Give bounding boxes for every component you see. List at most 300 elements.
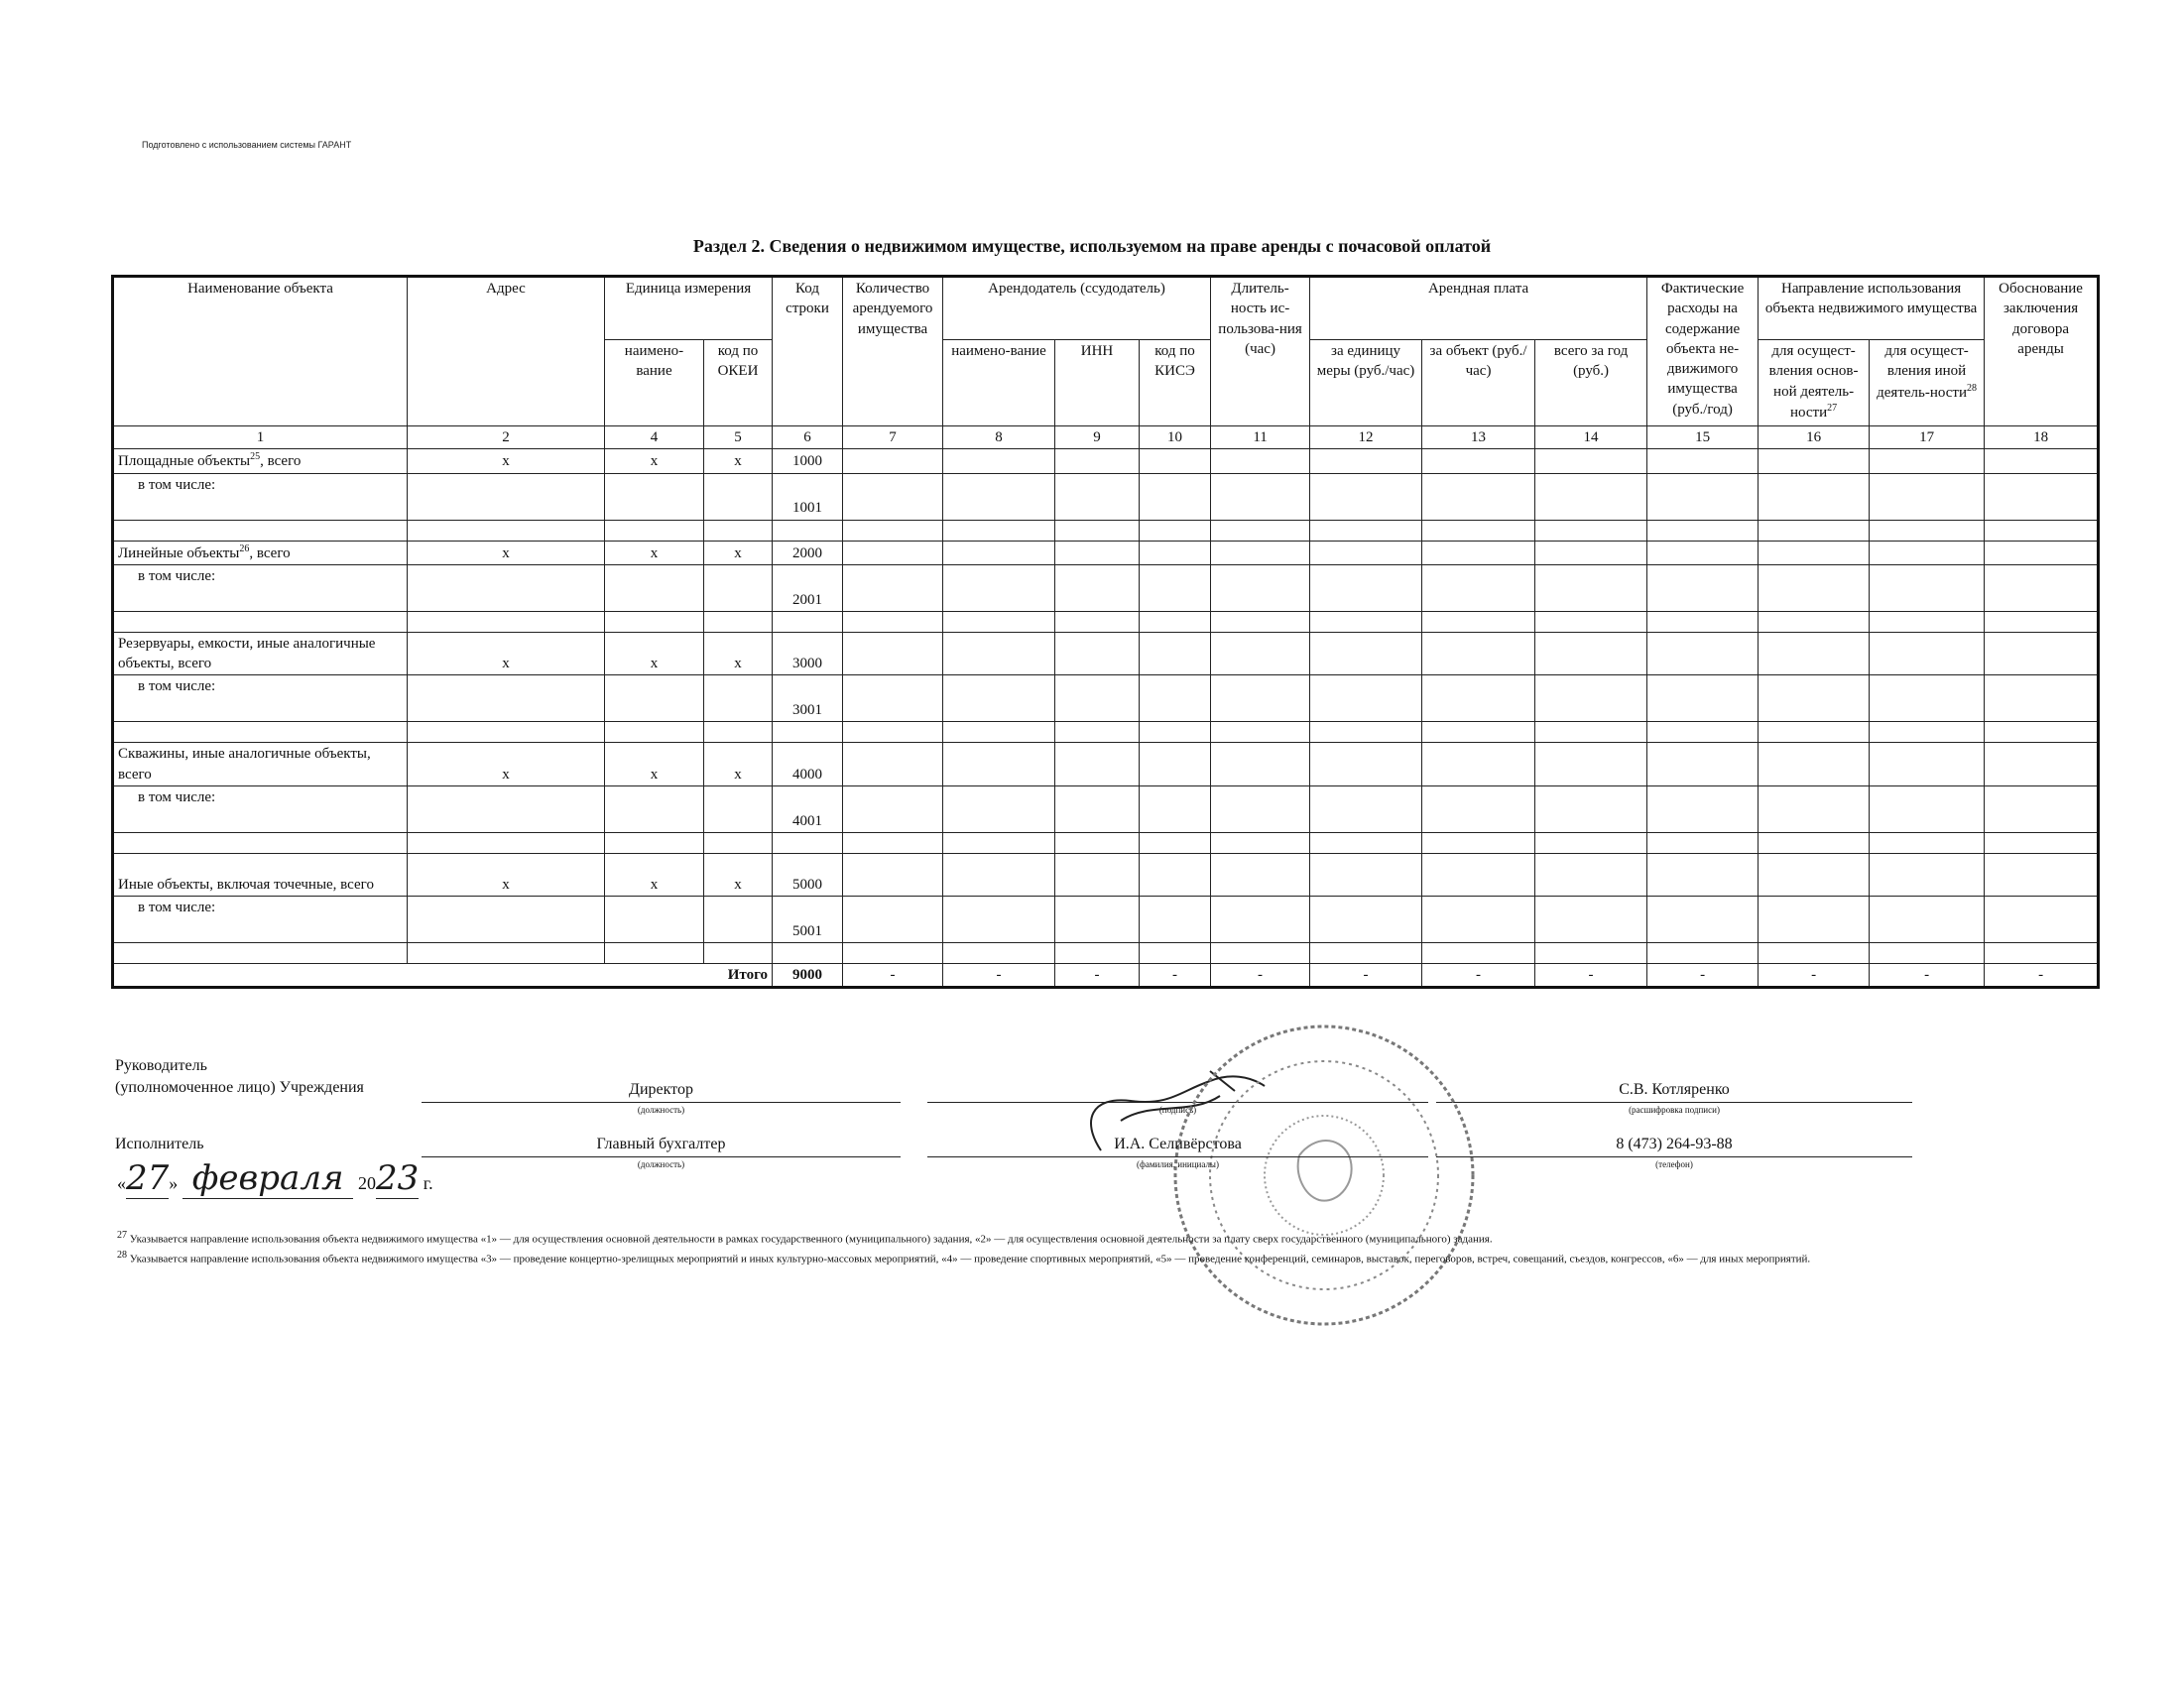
x-mark: x: [408, 541, 605, 564]
empty-cell: [605, 611, 704, 632]
hdr-unit-name: наимено-вание: [605, 340, 704, 426]
hdr-dir-main: для осущест-вления основ-ной деятель-ности$^{27}$: [1759, 340, 1870, 426]
empty-cell: [1985, 896, 2099, 942]
table-row: [113, 520, 2099, 541]
empty-cell: [1535, 785, 1647, 832]
exec-name: И.А. Селивёрстова: [1114, 1136, 1242, 1152]
empty-cell: [943, 520, 1055, 541]
empty-cell: [1055, 942, 1140, 963]
empty-cell: [1310, 675, 1422, 722]
table-row: [113, 942, 2099, 963]
empty-cell: [1985, 473, 2099, 520]
empty-cell: [1535, 541, 1647, 564]
empty-cell: [1422, 675, 1535, 722]
sub-line-code: 1001: [773, 473, 843, 520]
empty-cell: [1422, 942, 1535, 963]
empty-cell: [1422, 520, 1535, 541]
empty-cell: [605, 942, 704, 963]
empty-cell: [1870, 853, 1985, 896]
empty-cell: [1422, 541, 1535, 564]
sub-label: в том числе:: [113, 675, 408, 722]
empty-cell: [1211, 541, 1310, 564]
empty-cell: [1055, 564, 1140, 611]
object-name: Площадные объекты$^{25}$, всего: [113, 449, 408, 473]
x-mark: x: [605, 632, 704, 675]
total-dash: -: [1535, 963, 1647, 987]
empty-cell: [1422, 853, 1535, 896]
object-name: Скважины, иные аналогичные объекты, всего: [113, 743, 408, 786]
empty-cell: [408, 896, 605, 942]
empty-cell: [1211, 942, 1310, 963]
empty-cell: [1647, 632, 1759, 675]
sub-line-code: 2001: [773, 564, 843, 611]
hdr-rent-year: всего за год (руб.): [1535, 340, 1647, 426]
executor-label: Исполнитель: [115, 1136, 204, 1152]
empty-cell: [1535, 743, 1647, 786]
empty-cell: [1535, 675, 1647, 722]
empty-cell: [1310, 896, 1422, 942]
signature-caption: (подпись): [1158, 1105, 1197, 1115]
empty-cell: [773, 832, 843, 853]
hdr-lessor-name: наимено-вание: [943, 340, 1055, 426]
empty-cell: [1055, 853, 1140, 896]
col-number: 2: [408, 426, 605, 449]
empty-cell: [1211, 564, 1310, 611]
empty-cell: [1310, 942, 1422, 963]
total-label: Итого: [113, 963, 773, 987]
x-mark: x: [408, 449, 605, 473]
empty-cell: [1647, 541, 1759, 564]
empty-cell: [1759, 832, 1870, 853]
empty-cell: [1870, 473, 1985, 520]
seal-stamp: [1155, 1007, 1493, 1344]
hdr-lessor: Арендодатель (ссудодатель): [943, 277, 1211, 340]
total-dash: -: [943, 963, 1055, 987]
empty-cell: [1055, 449, 1140, 473]
empty-cell: [1310, 743, 1422, 786]
head-label-2: (уполномоченное лицо) Учреждения: [115, 1079, 364, 1096]
empty-cell: [843, 942, 943, 963]
empty-cell: [113, 520, 408, 541]
empty-cell: [1985, 785, 2099, 832]
hdr-direction: Направление использования объекта недвижимого имущества: [1759, 277, 1985, 340]
empty-cell: [1055, 832, 1140, 853]
empty-cell: [843, 611, 943, 632]
empty-cell: [943, 942, 1055, 963]
empty-cell: [943, 632, 1055, 675]
empty-cell: [843, 896, 943, 942]
empty-cell: [1985, 564, 2099, 611]
x-mark: x: [704, 541, 773, 564]
col-number: 18: [1985, 426, 2099, 449]
empty-cell: [943, 896, 1055, 942]
empty-cell: [1759, 473, 1870, 520]
empty-cell: [1310, 785, 1422, 832]
line-code: 3000: [773, 632, 843, 675]
empty-cell: [773, 942, 843, 963]
empty-cell: [843, 473, 943, 520]
empty-cell: [605, 520, 704, 541]
empty-cell: [605, 564, 704, 611]
date-line: «27» февраля 2023 г.: [117, 1158, 433, 1198]
empty-cell: [704, 942, 773, 963]
empty-cell: [1211, 611, 1310, 632]
empty-cell: [1870, 564, 1985, 611]
total-dash: -: [1870, 963, 1985, 987]
head-position: Директор: [629, 1081, 693, 1098]
empty-cell: [1759, 541, 1870, 564]
empty-cell: [1140, 611, 1211, 632]
empty-cell: [1647, 832, 1759, 853]
empty-cell: [1211, 832, 1310, 853]
object-name: Линейные объекты$^{26}$, всего: [113, 541, 408, 564]
empty-cell: [1985, 611, 2099, 632]
empty-cell: [1211, 449, 1310, 473]
empty-cell: [1535, 473, 1647, 520]
empty-cell: [1055, 785, 1140, 832]
empty-cell: [1870, 896, 1985, 942]
empty-cell: [1140, 722, 1211, 743]
empty-cell: [843, 449, 943, 473]
empty-cell: [704, 896, 773, 942]
table-row: [113, 853, 2099, 896]
line-code: 1000: [773, 449, 843, 473]
empty-cell: [1759, 611, 1870, 632]
footnote-27: 27 Указывается направление использования объекта недвижимого имущества «1» — для осуществления основной деятельности в рамках государственного (муниципального) задания, «2» — для осуществления основной деятельности за плату сверх государственного (муниципального) задания.: [117, 1230, 1493, 1246]
empty-cell: [1759, 675, 1870, 722]
hdr-expenses: Фактические расходы на содержание объекта не-движимого имущества (руб./год): [1647, 277, 1759, 426]
empty-cell: [113, 832, 408, 853]
phone-caption: (телефон): [1655, 1159, 1693, 1169]
empty-cell: [1985, 853, 2099, 896]
empty-cell: [843, 785, 943, 832]
hdr-kise: код по КИСЭ: [1140, 340, 1211, 426]
empty-cell: [408, 520, 605, 541]
empty-cell: [1422, 449, 1535, 473]
empty-cell: [1985, 675, 2099, 722]
x-mark: x: [408, 853, 605, 896]
empty-cell: [1870, 541, 1985, 564]
col-number: 10: [1140, 426, 1211, 449]
empty-cell: [1759, 449, 1870, 473]
total-row: [113, 963, 2099, 987]
empty-cell: [1870, 743, 1985, 786]
col-number: 4: [605, 426, 704, 449]
empty-cell: [1870, 785, 1985, 832]
total-dash: -: [1422, 963, 1535, 987]
table-row: [113, 785, 2099, 832]
empty-cell: [1055, 675, 1140, 722]
col-number: 17: [1870, 426, 1985, 449]
phone: 8 (473) 264-93-88: [1616, 1136, 1733, 1152]
empty-cell: [605, 722, 704, 743]
exec-position-line: [422, 1156, 901, 1157]
empty-cell: [704, 520, 773, 541]
date-year: 23: [375, 1158, 420, 1198]
empty-cell: [1870, 520, 1985, 541]
empty-cell: [1422, 564, 1535, 611]
empty-cell: [1759, 632, 1870, 675]
exec-name-caption: (фамилия, инициалы): [1137, 1159, 1219, 1169]
sub-line-code: 3001: [773, 675, 843, 722]
total-dash: -: [1647, 963, 1759, 987]
col-number: 7: [843, 426, 943, 449]
empty-cell: [1647, 675, 1759, 722]
empty-cell: [1140, 632, 1211, 675]
empty-cell: [704, 675, 773, 722]
x-mark: x: [605, 541, 704, 564]
date-day: 27: [126, 1158, 170, 1198]
table-row: [113, 541, 2099, 564]
empty-cell: [704, 785, 773, 832]
hdr-unit: Единица измерения: [605, 277, 773, 340]
empty-cell: [1422, 611, 1535, 632]
x-mark: x: [605, 743, 704, 786]
empty-cell: [1535, 449, 1647, 473]
empty-cell: [408, 942, 605, 963]
empty-cell: [943, 853, 1055, 896]
exec-name-line: [927, 1156, 1428, 1157]
empty-cell: [773, 722, 843, 743]
empty-cell: [1310, 541, 1422, 564]
empty-cell: [1211, 785, 1310, 832]
empty-cell: [1535, 611, 1647, 632]
col-number: 9: [1055, 426, 1140, 449]
empty-cell: [408, 675, 605, 722]
col-number: 14: [1535, 426, 1647, 449]
col-number: 1: [113, 426, 408, 449]
table-row: [113, 611, 2099, 632]
empty-cell: [1647, 743, 1759, 786]
hdr-rent-object: за объект (руб./час): [1422, 340, 1535, 426]
footnote-28: 28 Указывается направление использования объекта недвижимого имущества «3» — проведение концертно-зрелищных мероприятий и иных культурно-массовых мероприятий, «4» — проведение спортивных мероприятий, «5» — проведение конференций, семинаров, выставок, переговоров, встреч, совещаний, съездов, конгрессов, «6» — для иных мероприятий.: [117, 1250, 1811, 1266]
empty-cell: [1055, 632, 1140, 675]
empty-cell: [1211, 473, 1310, 520]
empty-cell: [843, 564, 943, 611]
empty-cell: [1140, 785, 1211, 832]
empty-cell: [1211, 743, 1310, 786]
table-row: [113, 722, 2099, 743]
empty-cell: [1422, 722, 1535, 743]
hdr-duration: Длитель-ность ис-пользова-ния (час): [1211, 277, 1310, 426]
empty-cell: [1647, 449, 1759, 473]
empty-cell: [1211, 896, 1310, 942]
empty-cell: [1870, 832, 1985, 853]
empty-cell: [1310, 611, 1422, 632]
empty-cell: [1759, 520, 1870, 541]
empty-cell: [113, 942, 408, 963]
empty-cell: [843, 832, 943, 853]
x-mark: x: [408, 743, 605, 786]
total-dash: -: [1759, 963, 1870, 987]
col-number: 5: [704, 426, 773, 449]
total-dash: -: [1985, 963, 2099, 987]
empty-cell: [1759, 743, 1870, 786]
empty-cell: [1870, 942, 1985, 963]
empty-cell: [1055, 611, 1140, 632]
hdr-rent: Арендная плата: [1310, 277, 1647, 340]
empty-cell: [1310, 473, 1422, 520]
empty-cell: [408, 832, 605, 853]
x-mark: x: [704, 743, 773, 786]
x-mark: x: [704, 853, 773, 896]
empty-cell: [943, 611, 1055, 632]
empty-cell: [1140, 564, 1211, 611]
empty-cell: [843, 675, 943, 722]
head-name-line: [1436, 1102, 1912, 1103]
position-caption: (должность): [637, 1105, 685, 1115]
empty-cell: [1310, 520, 1422, 541]
total-dash: -: [1211, 963, 1310, 987]
total-dash: -: [1140, 963, 1211, 987]
empty-cell: [1985, 632, 2099, 675]
empty-cell: [943, 541, 1055, 564]
empty-cell: [1055, 722, 1140, 743]
empty-cell: [1140, 473, 1211, 520]
empty-cell: [1985, 449, 2099, 473]
empty-cell: [1422, 785, 1535, 832]
empty-cell: [1985, 722, 2099, 743]
empty-cell: [1422, 632, 1535, 675]
empty-cell: [605, 896, 704, 942]
col-number: 11: [1211, 426, 1310, 449]
empty-cell: [1310, 722, 1422, 743]
phone-line: [1436, 1156, 1912, 1157]
empty-cell: [1140, 675, 1211, 722]
total-code: 9000: [773, 963, 843, 987]
x-mark: x: [704, 449, 773, 473]
sub-label: в том числе:: [113, 785, 408, 832]
empty-cell: [1759, 722, 1870, 743]
empty-cell: [1759, 564, 1870, 611]
hdr-address: Адрес: [408, 277, 605, 426]
empty-cell: [943, 564, 1055, 611]
empty-cell: [1985, 743, 2099, 786]
empty-cell: [704, 611, 773, 632]
empty-cell: [1055, 541, 1140, 564]
rent-table: [111, 275, 2100, 989]
hdr-quantity: Количество арендуемого имущества: [843, 277, 943, 426]
hdr-name: Наименование объекта: [113, 277, 408, 426]
empty-cell: [1535, 832, 1647, 853]
empty-cell: [1985, 832, 2099, 853]
empty-cell: [1211, 722, 1310, 743]
empty-cell: [113, 722, 408, 743]
empty-cell: [1055, 743, 1140, 786]
garant-note: Подготовлено с использованием системы ГАРАНТ: [142, 140, 352, 150]
x-mark: x: [605, 853, 704, 896]
empty-cell: [943, 473, 1055, 520]
empty-cell: [408, 473, 605, 520]
empty-cell: [1647, 722, 1759, 743]
empty-cell: [943, 722, 1055, 743]
empty-cell: [1310, 832, 1422, 853]
x-mark: x: [704, 632, 773, 675]
empty-cell: [1647, 853, 1759, 896]
line-code: 4000: [773, 743, 843, 786]
total-dash: -: [843, 963, 943, 987]
sub-label: в том числе:: [113, 473, 408, 520]
col-number: 6: [773, 426, 843, 449]
empty-cell: [408, 722, 605, 743]
empty-cell: [1310, 564, 1422, 611]
table-row: [113, 743, 2099, 786]
line-code: 2000: [773, 541, 843, 564]
empty-cell: [1140, 942, 1211, 963]
head-name-caption: (расшифровка подписи): [1629, 1105, 1720, 1115]
empty-cell: [1759, 785, 1870, 832]
empty-cell: [113, 611, 408, 632]
sub-line-code: 4001: [773, 785, 843, 832]
empty-cell: [1211, 520, 1310, 541]
x-mark: x: [605, 449, 704, 473]
empty-cell: [1422, 896, 1535, 942]
empty-cell: [605, 832, 704, 853]
empty-cell: [1535, 632, 1647, 675]
empty-cell: [943, 832, 1055, 853]
empty-cell: [605, 675, 704, 722]
exec-position: Главный бухгалтер: [596, 1136, 726, 1152]
empty-cell: [1535, 942, 1647, 963]
table-row: [113, 473, 2099, 520]
col-number: 15: [1647, 426, 1759, 449]
empty-cell: [1055, 896, 1140, 942]
empty-cell: [843, 722, 943, 743]
empty-cell: [1055, 520, 1140, 541]
date-month: февраля: [182, 1158, 354, 1199]
hdr-dir-other: для осущест-вления иной деятель-ности$^{28}$: [1870, 340, 1985, 426]
empty-cell: [1759, 896, 1870, 942]
empty-cell: [1535, 520, 1647, 541]
total-dash: -: [1055, 963, 1140, 987]
empty-cell: [843, 853, 943, 896]
sub-line-code: 5001: [773, 896, 843, 942]
hdr-basis: Обоснование заключения договора аренды: [1985, 277, 2099, 426]
empty-cell: [943, 743, 1055, 786]
empty-cell: [1870, 611, 1985, 632]
empty-cell: [704, 722, 773, 743]
empty-cell: [408, 564, 605, 611]
object-name: Резервуары, емкости, иные аналогичные объекты, всего: [113, 632, 408, 675]
empty-cell: [1647, 896, 1759, 942]
empty-cell: [408, 785, 605, 832]
table-row: [113, 564, 2099, 611]
empty-cell: [1140, 449, 1211, 473]
empty-cell: [1310, 632, 1422, 675]
empty-cell: [605, 785, 704, 832]
table-row: [113, 832, 2099, 853]
empty-cell: [1985, 520, 2099, 541]
empty-cell: [1055, 473, 1140, 520]
empty-cell: [1870, 449, 1985, 473]
table-row: [113, 896, 2099, 942]
empty-cell: [1211, 675, 1310, 722]
empty-cell: [1647, 564, 1759, 611]
empty-cell: [1985, 942, 2099, 963]
empty-cell: [773, 611, 843, 632]
empty-cell: [843, 743, 943, 786]
empty-cell: [1310, 449, 1422, 473]
total-dash: -: [1310, 963, 1422, 987]
empty-cell: [1422, 743, 1535, 786]
empty-cell: [1140, 832, 1211, 853]
line-code: 5000: [773, 853, 843, 896]
empty-cell: [408, 611, 605, 632]
empty-cell: [1759, 942, 1870, 963]
empty-cell: [1647, 942, 1759, 963]
empty-cell: [1647, 611, 1759, 632]
object-name: Иные объекты, включая точечные, всего: [113, 853, 408, 896]
